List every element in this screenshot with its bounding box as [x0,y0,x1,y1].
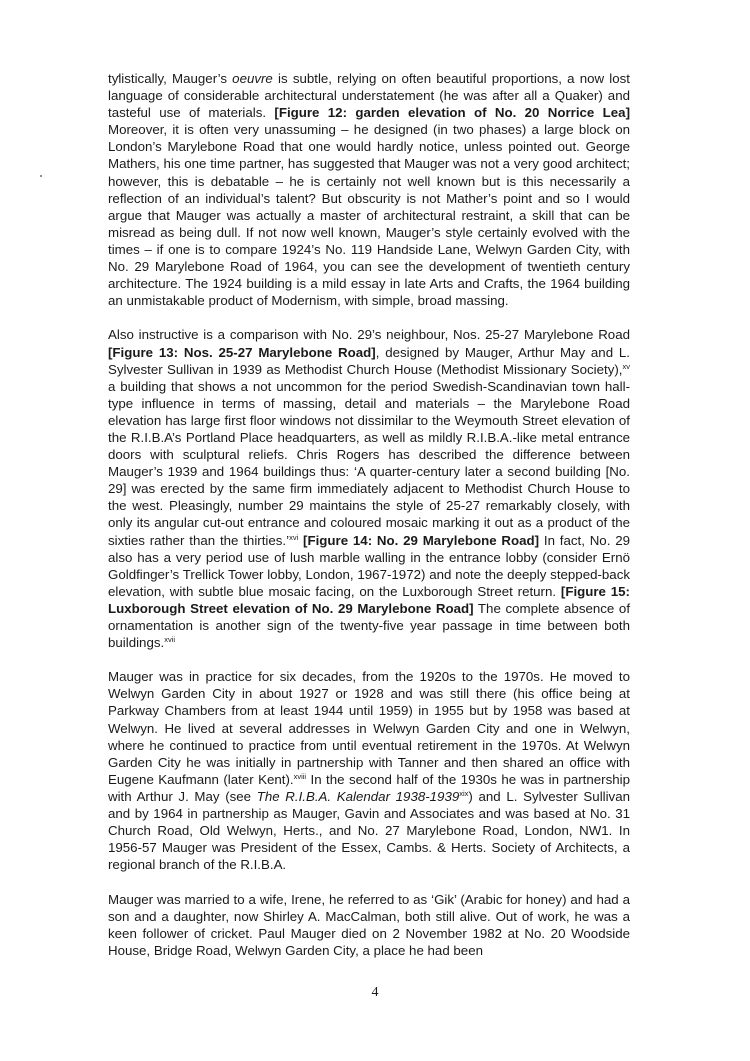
footnote-ref: xv [622,361,630,371]
paragraph [108,70,630,309]
page-number: 4 [371,985,379,1000]
footnote-ref: xvii [164,635,176,645]
paragraph [108,668,630,873]
text-run: a building that shows a not uncommon for the period Swedish-Scandinavian town hall-type influence in terms of massing, detail and materials – the Marylebone Road elevation has large first floor windows not dissimilar to the Weymouth Street elevation of the R.I.B.A’s Portland Place headquarters, as well as mildly R.I.B.A.-like metal entrance doors with sculptural reliefs. Chris Rogers has described the difference between Mauger’s 1939 and 1964 buildings thus: ‘A quarter-century later a second building [No. 29] was erected by the same firm immediately adjacent to Methodist Church House to the west. Pleasingly, number 29 maintains the style of 25-27 remarkably closely, with only its angular cut-out entrance and coloured mosaic marking it out as a product of the sixties rather than the thirties.’ [108,378,630,548]
body-text [108,70,630,976]
scan-speck [40,175,42,177]
footnote-ref: xix [459,788,469,798]
italic-text: The R.I.B.A. Kalendar 1938-1939 [256,788,460,804]
text-run: is subtle, relying on often beautiful proportions, a now lost language of considerable architectural understatement (he was after all a Quaker) and tasteful use of materials. [108,71,630,121]
text-run: Also instructive is a comparison with No. 29’s neighbour, Nos. 25-27 Marylebone Road [108,327,630,343]
text-run: In fact, No. 29 also has a very period use of lush marble walling in the entrance lobby (consider Ernö Goldfinger’s Trellick Tower lobby, London, 1967-1972) and note the deeply stepped-back elevation, with subtle blue mosaic facing, on the Luxborough Street return. [108,532,630,599]
text-run: Mauger was in practice for six decades, from the 1920s to the 1970s. He moved to Welwyn Garden City in about 1927 or 1928 and was still there (his office being at Parkway Chambers from at least 1944 until 1959) in 1955 but by 1958 was based at Welwyn. He lived at several addresses in Welwyn Garden City and one in Welwyn, where he continued to practice from until eventual retirement in the 1970s. At Welwyn Garden City he was initially in partnership with Tanner and then shared an office with Eugene Kaufmann (later Kent). [108,669,630,787]
text-run: Mauger was married to a wife, Irene, he referred to as ‘Gik’ (Arabic for honey) and had a son and a daughter, now Shirley A. MacCalman, both still alive. Out of work, he was a keen follower of cricket. Paul Mauger died on 2 November 1982 at No. 20 Woodside House, Bridge Road, Welwyn Garden City, a place he had been [108,891,630,958]
text-run: tylistically, Mauger’s [108,71,233,86]
paragraph [108,891,630,959]
italic-text: oeuvre [232,71,273,86]
figure-reference: [Figure 12: garden elevation of No. 20 Norrice Lea] [274,105,630,121]
figure-reference: [Figure 13: Nos. 25-27 Marylebone Road] [108,344,376,360]
text-run: , designed by Mauger, Arthur May and L. Sylvester Sullivan in 1939 as Methodist Church House (Methodist Missionary Society), [108,344,630,377]
footnote-ref: xvi [289,532,299,542]
paragraph [108,326,630,651]
footnote-ref: xviii [293,771,307,781]
text-run: In the second half of the 1930s he was in partnership with Arthur J. May (see [108,771,630,804]
figure-reference: [Figure 14: No. 29 Marylebone Road] [303,532,540,548]
figure-reference: [Figure 15: Luxborough Street elevation of No. 29 Marylebone Road] [108,583,630,616]
text-run: ) and L. Sylvester Sullivan and by 1964 in partnership as Mauger, Gavin and Associates and was based at No. 31 Church Road, Old Welwyn, Herts., and No. 27 Marylebone Road, London, NW1. In 1956-57 Mauger was President of the Essex, Cambs. & Herts. Society of Architects, a regional branch of the R.I.B.A. [108,788,630,873]
text-run: Moreover, it is often very unassuming – he designed (in two phases) a large block on London’s Marylebone Road that one would hardly notice, unless pointed out. George Mathers, his one time partner, has suggested that Mauger was not a very good architect; however, this is debatable – he is certainly not well known but is this necessarily a reflection of an individual’s talent? But obscurity is not Mather’s point and so I would argue that Mauger was actually a master of architectural restraint, a skill that can be misread as being dull. If not now well known, Mauger’s style certainly evolved with the times – if one is to compare 1924’s No. 119 Handside Lane, Welwyn Garden City, with No. 29 Marylebone Road of 1964, you can see the development of twentieth century architecture. The 1924 building is a mild essay in late Arts and Crafts, the 1964 building an unmistakable product of Modernism, with simple, broad massing. [108,122,630,309]
text-run: The complete absence of ornamentation is another sign of the twenty-five year passage in time between both buildings. [108,600,631,651]
